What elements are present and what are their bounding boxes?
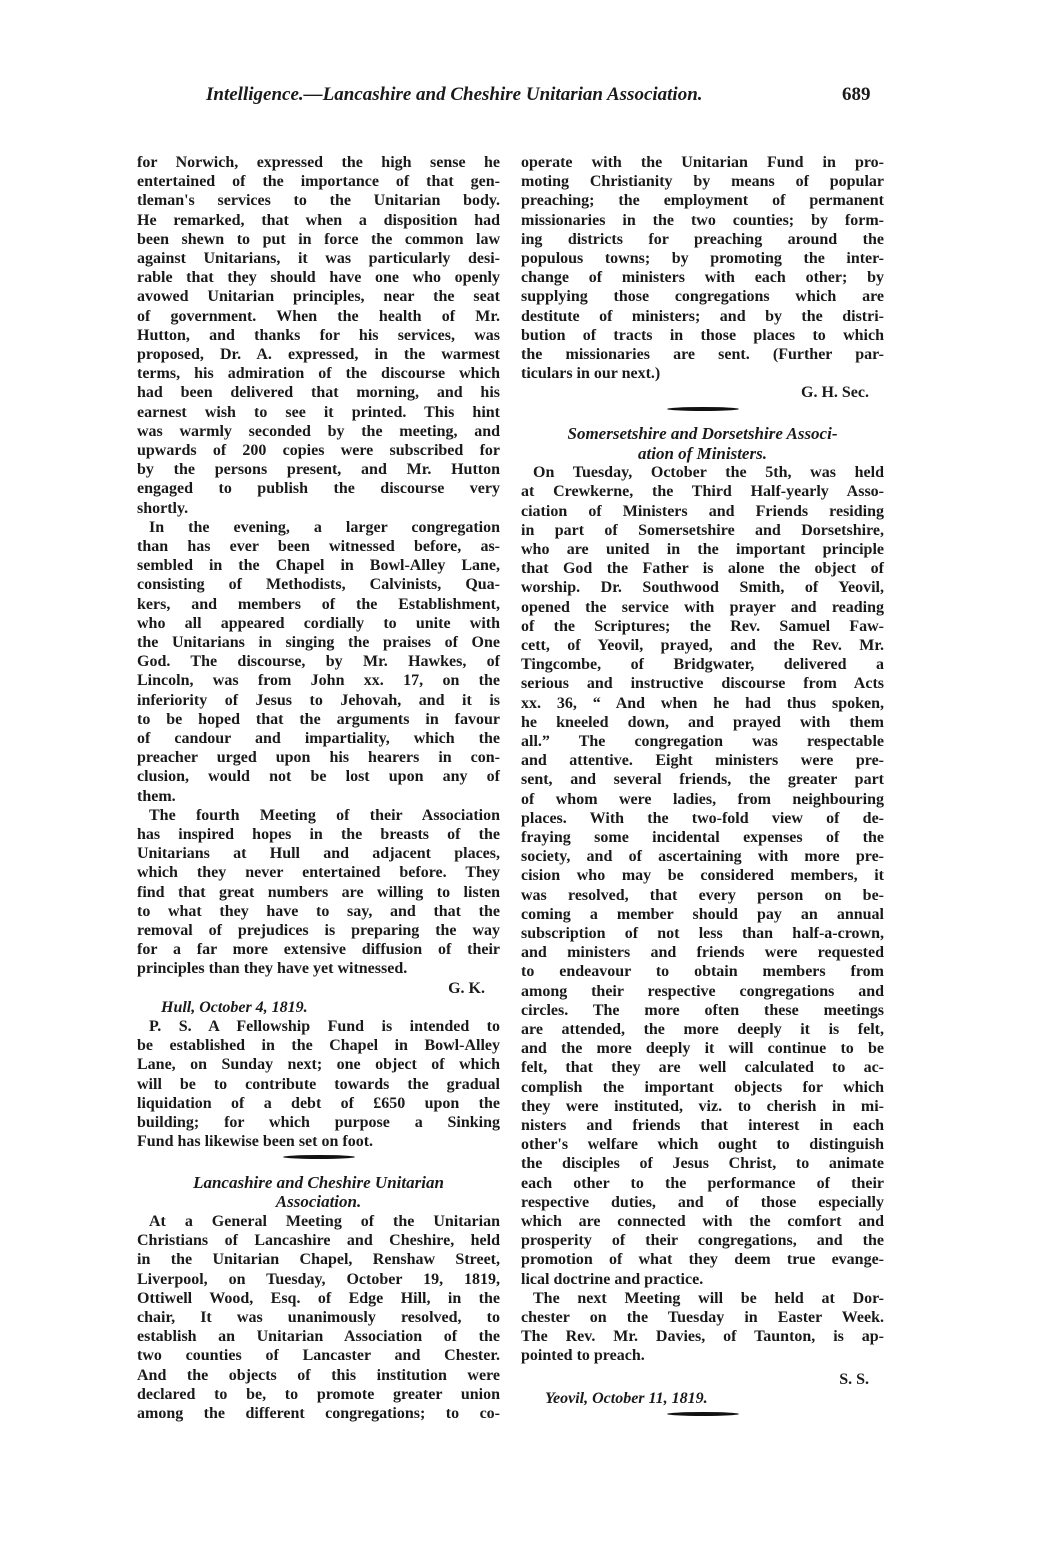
text-line: who are united in the important principle [521,541,884,558]
running-title: Intelligence.—Lancashire and Cheshire Unitarian Association. [206,84,703,105]
text-line: earnest wish to see it printed. This hint [137,403,500,421]
text-line: establish an Unitarian Association of the [137,1328,500,1346]
text-line: and ministers and friends were requested [521,944,884,962]
text-line: coming a member should pay an annual [521,905,884,923]
dateline: Yeovil, October 11, 1819. [545,1389,708,1407]
text-line: Lincoln, was from John xx. 17, on the [137,672,500,690]
page-number: 689 [842,84,871,105]
text-line: prosperity of their congregations, and the [521,1232,884,1250]
text-line: The next Meeting will be held at Dor- [533,1289,884,1307]
text-line: pointed to preach. [521,1347,645,1365]
text-line: liquidation of a debt of £650 upon the [137,1094,500,1112]
text-line: Unitarians at Hull and adjacent places, [137,845,500,863]
text-line: cett, of Yeovil, prayed, and the Rev. Mr. [521,637,884,654]
text-line: On Tuesday, October the 5th, was held [533,464,884,482]
text-line: among the different congregations; to co- [137,1405,500,1422]
text-line: respective duties, and of those especially [521,1193,884,1211]
text-line: supplying those congregations which are [521,288,884,306]
text-line: two counties of Lancaster and Chester. [137,1347,500,1365]
text-line: populous towns; by promoting the inter- [521,250,884,267]
text-line: P. S. A Fellowship Fund is intended to [149,1018,500,1035]
text-line: all.” The congregation was respectable [521,733,884,750]
text-line: The Rev. Mr. Davies, of Taunton, is ap- [521,1328,884,1346]
text-line: Lane, on Sunday next; one object of which [137,1056,500,1074]
text-line: of whom were ladies, from neighbouring [521,790,884,808]
text-line: has inspired hopes in the breasts of the [137,826,500,843]
text-line: terms, his admiration of the discourse which [137,365,500,383]
text-line: will be to contribute towards the gradual [137,1075,500,1093]
text-line: God. The discourse, by Mr. Hawkes, of [137,653,500,671]
text-line: At a General Meeting of the Unitarian [149,1213,500,1230]
text-line: by the persons present, and Mr. Hutton [137,461,500,479]
text-line: places. With the two-fold view of de- [521,809,884,827]
text-line: felt, that they are well calculated to ac- [521,1059,884,1077]
text-line: moting Christianity by means of popular [521,173,884,191]
text-line: to be hoped that the arguments in favour [137,710,500,728]
text-line: bution of tracts in those places to which [521,326,884,344]
text-line: against Unitarians, it was particularly desi- [137,250,500,267]
text-line: was warmly seconded by the meeting, and [137,422,500,440]
text-line: which they never entertained before. They [137,864,500,882]
text-line: entertained of the importance of that gen- [137,173,500,191]
text-line: sent, and several friends, the greater part [521,771,884,789]
section-divider [283,1155,355,1159]
section-heading: Association. [275,1192,362,1212]
text-line: of the Scriptures; the Rev. Samuel Faw- [521,617,884,635]
text-line: complish the important objects for which [521,1078,884,1096]
text-line: and attentive. Eight ministers were pre- [521,752,884,770]
text-line: which are connected with the comfort and [521,1213,884,1230]
text-line: fraying some incidental expenses of the [521,829,884,846]
text-line: each other to the performance of their [521,1174,884,1192]
text-line: in part of Somersetshire and Dorsetshire, [521,521,884,539]
text-line: to endeavour to obtain members from [521,963,884,981]
text-line: promotion of what they deem true evange- [521,1251,884,1269]
text-line: the Unitarians in singing the praises of One [137,634,500,651]
text-line: they were instituted, viz. to cherish in mi- [521,1097,884,1115]
text-line: ing districts for preaching around the [521,230,884,248]
text-line: been shewn to put in force the common law [137,230,500,248]
text-line: cision who may be considered members, it [521,867,884,885]
text-line: kers, and members of the Establishment, [137,595,500,613]
text-line: and the more deeply it will continue to be [521,1040,884,1058]
text-line: preaching; the employment of permanent [521,192,884,210]
text-line: destitute of ministers; and by the distri- [521,307,884,325]
text-line: Hutton, and thanks for his services, was [137,326,500,344]
text-line: consisting of Methodists, Calvinists, Qua- [137,576,500,594]
section-heading: Somersetshire and Dorsetshire Associ- [567,423,838,443]
text-line: at Crewkerne, the Third Half-yearly Asso- [521,483,884,501]
text-line: serious and instructive discourse from Acts [521,675,884,693]
text-line: Liverpool, on Tuesday, October 19, 1819, [137,1270,500,1288]
text-line: removal of prejudices is preparing the way [137,922,500,939]
text-line: operate with the Unitarian Fund in pro- [521,154,884,171]
text-line: than has ever been witnessed before, as- [137,538,500,555]
text-line: avowed Unitarian principles, near the seat [137,288,500,306]
text-line: tleman's services to the Unitarian body. [137,192,500,210]
text-line: xx. 36, “ And when he had thus spoken, [521,694,884,712]
text-line: are attended, the more deeply it is felt, [521,1021,884,1038]
text-line: ciation of Ministers and Friends residing [521,502,884,520]
text-line: other's welfare which ought to distinguish [521,1136,884,1154]
section-heading: Lancashire and Cheshire Unitarian [193,1172,444,1192]
text-line: principles than they have yet witnessed. [137,960,408,978]
text-line: The fourth Meeting of their Association [149,806,500,824]
text-line: circles. The more often these meetings [521,1001,884,1019]
text-line: opened the service with prayer and reading [521,598,884,616]
text-line: find that great numbers are willing to listen [137,883,500,901]
text-line: change of ministers with each other; by [521,269,884,287]
text-line: the disciples of Jesus Christ, to animate [521,1155,884,1173]
text-line: them. [137,787,176,805]
signature: G. H. Sec. [801,384,869,402]
text-line: building; for which purpose a Sinking [137,1114,500,1131]
text-line: among their respective congregations and [521,982,884,1000]
signature: S. S. [839,1370,869,1388]
text-line: lical doctrine and practice. [521,1270,704,1288]
text-line: the missionaries are sent. (Further par- [521,346,884,363]
signature: G. K. [448,979,485,997]
text-line: chester on the Tuesday in Easter Week. [521,1309,884,1326]
text-line: inferiority of Jesus to Jehovah, and it is [137,691,500,709]
text-line: upwards of 200 copies were subscribed for [137,442,500,459]
text-line: preacher urged upon his hearers in con- [137,749,500,767]
text-line: clusion, would not be lost upon any of [137,768,500,786]
text-line: missionaries in the two counties; by form- [521,211,884,229]
text-line: nisters and friends that interest in each [521,1117,884,1134]
section-divider [667,407,739,411]
text-line: Ottiwell Wood, Esq. of Edge Hill, in the [137,1289,500,1307]
text-line: of candour and impartiality, which the [137,730,500,747]
text-line: rable that they should have one who openly [137,269,500,287]
text-line: declared to be, to promote greater union [137,1385,500,1403]
text-line: of government. When the health of Mr. [137,307,500,325]
text-line: in the Unitarian Chapel, Renshaw Street, [137,1251,500,1269]
text-line: who all appeared cordially to unite with [137,614,500,632]
text-line: Fund has likewise been set on foot. [137,1133,374,1151]
text-line: engaged to publish the discourse very [137,480,500,498]
text-line: worship. Dr. Southwood Smith, of Yeovil, [521,579,884,597]
text-line: sembled in the Chapel in Bowl-Alley Lane, [137,557,500,575]
text-line: was resolved, that every person on be- [521,886,884,904]
section-divider [667,1412,739,1416]
text-line: proposed, Dr. A. expressed, in the warmest [137,346,500,363]
text-line: And the objects of this institution were [137,1366,500,1384]
section-heading: ation of Ministers. [638,443,767,463]
text-line: to what they have to say, and that the [137,902,500,920]
text-line: Christians of Lancashire and Cheshire, held [137,1232,500,1250]
text-line: society, and of ascertaining with more pre- [521,848,884,866]
dateline: Hull, October 4, 1819. [161,998,308,1016]
text-line: he kneeled down, and prayed with them [521,713,884,731]
text-line: had been delivered that morning, and his [137,384,500,402]
text-line: subscription of not less than half-a-crown, [521,925,884,942]
text-line: He remarked, that when a disposition had [137,211,500,229]
text-line: ticulars in our next.) [521,365,661,383]
text-line: for Norwich, expressed the high sense he [137,154,500,171]
text-line: that God the Father is alone the object of [521,560,884,578]
text-line: In the evening, a larger congregation [149,518,500,536]
text-line: for a far more extensive diffusion of their [137,941,500,959]
text-line: Tingcombe, of Bridgwater, delivered a [521,656,884,674]
text-line: chair, It was unanimously resolved, to [137,1309,500,1326]
text-line: shortly. [137,499,189,517]
text-line: be established in the Chapel in Bowl-Alley [137,1037,500,1055]
